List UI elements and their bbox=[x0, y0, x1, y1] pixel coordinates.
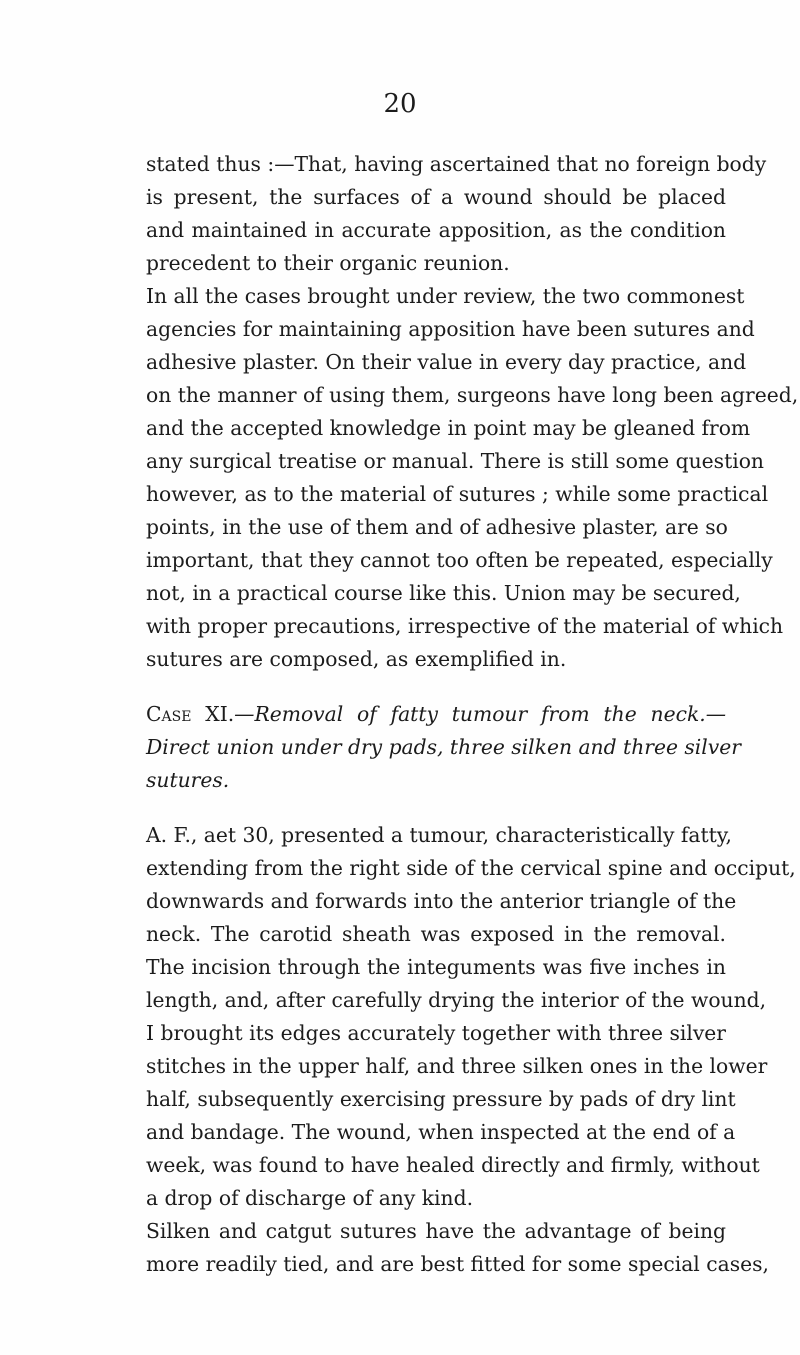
text-line: stitches in the upper half, and three silken ones in the lower bbox=[146, 1054, 768, 1078]
text-line: a drop of discharge of any kind. bbox=[146, 1186, 474, 1210]
text-line: more readily tied, and are best fitted for some special cases, bbox=[146, 1252, 769, 1276]
case-label: Case XI. bbox=[146, 702, 235, 726]
paragraph-gap bbox=[146, 797, 726, 819]
paragraph-1 bbox=[146, 148, 767, 280]
paragraph-4 bbox=[146, 1215, 769, 1281]
text-line: with proper precautions, irrespective of the material of which bbox=[146, 614, 784, 638]
paragraph-2 bbox=[146, 280, 799, 676]
body-text bbox=[146, 148, 799, 1281]
paragraph-gap bbox=[146, 676, 726, 698]
text-line: length, and, after carefully drying the interior of the wound, bbox=[146, 988, 767, 1012]
text-line: Silken and catgut sutures have the advantage of being bbox=[146, 1219, 726, 1243]
case-heading-line: Direct union under dry pads, three silken and three silver bbox=[146, 735, 741, 759]
case-heading-line bbox=[146, 698, 726, 731]
text-line: I brought its edges accurately together with three silver bbox=[146, 1021, 726, 1045]
text-line: important, that they cannot too often be repeated, especially bbox=[146, 548, 773, 572]
case-heading bbox=[146, 698, 741, 797]
text-line: and bandage. The wound, when inspected at the end of a bbox=[146, 1120, 736, 1144]
text-line: downwards and forwards into the anterior triangle of the bbox=[146, 889, 737, 913]
text-line: precedent to their organic reunion. bbox=[146, 251, 510, 275]
text-line: and maintained in accurate apposition, as the condition bbox=[146, 218, 726, 242]
text-line: not, in a practical course like this. Union may be secured, bbox=[146, 581, 741, 605]
text-line: half, subsequently exercising pressure by pads of dry lint bbox=[146, 1087, 736, 1111]
text-line: In all the cases brought under review, the two commonest bbox=[146, 284, 745, 308]
text-line: The incision through the integuments was five inches in bbox=[146, 955, 726, 979]
paragraph-3 bbox=[146, 819, 796, 1215]
text-line: agencies for maintaining apposition have been sutures and bbox=[146, 317, 755, 341]
text-line: on the manner of using them, surgeons have long been agreed, bbox=[146, 383, 799, 407]
text-line: and the accepted knowledge in point may be gleaned from bbox=[146, 416, 751, 440]
text-line: any surgical treatise or manual. There is still some question bbox=[146, 449, 764, 473]
case-heading-line: sutures. bbox=[146, 768, 230, 792]
page-number: 20 bbox=[383, 89, 417, 119]
text-line: however, as to the material of sutures ; while some practical bbox=[146, 482, 769, 506]
text-line: stated thus :—That, having ascertained that no foreign body bbox=[146, 152, 767, 176]
text-line: sutures are composed, as exemplified in. bbox=[146, 647, 567, 671]
text-line: week, was found to have healed directly and firmly, without bbox=[146, 1153, 760, 1177]
text-line: is present, the surfaces of a wound should be placed bbox=[146, 185, 726, 209]
text-line: points, in the use of them and of adhesive plaster, are so bbox=[146, 515, 728, 539]
text-line: neck. The carotid sheath was exposed in the removal. bbox=[146, 922, 726, 946]
text-line: A. F., aet 30, presented a tumour, characteristically fatty, bbox=[146, 823, 733, 847]
text-line: extending from the right side of the cervical spine and occiput, bbox=[146, 856, 796, 880]
text-line: adhesive plaster. On their value in every day practice, and bbox=[146, 350, 747, 374]
case-title: —Removal of fatty tumour from the neck.— bbox=[234, 702, 726, 726]
